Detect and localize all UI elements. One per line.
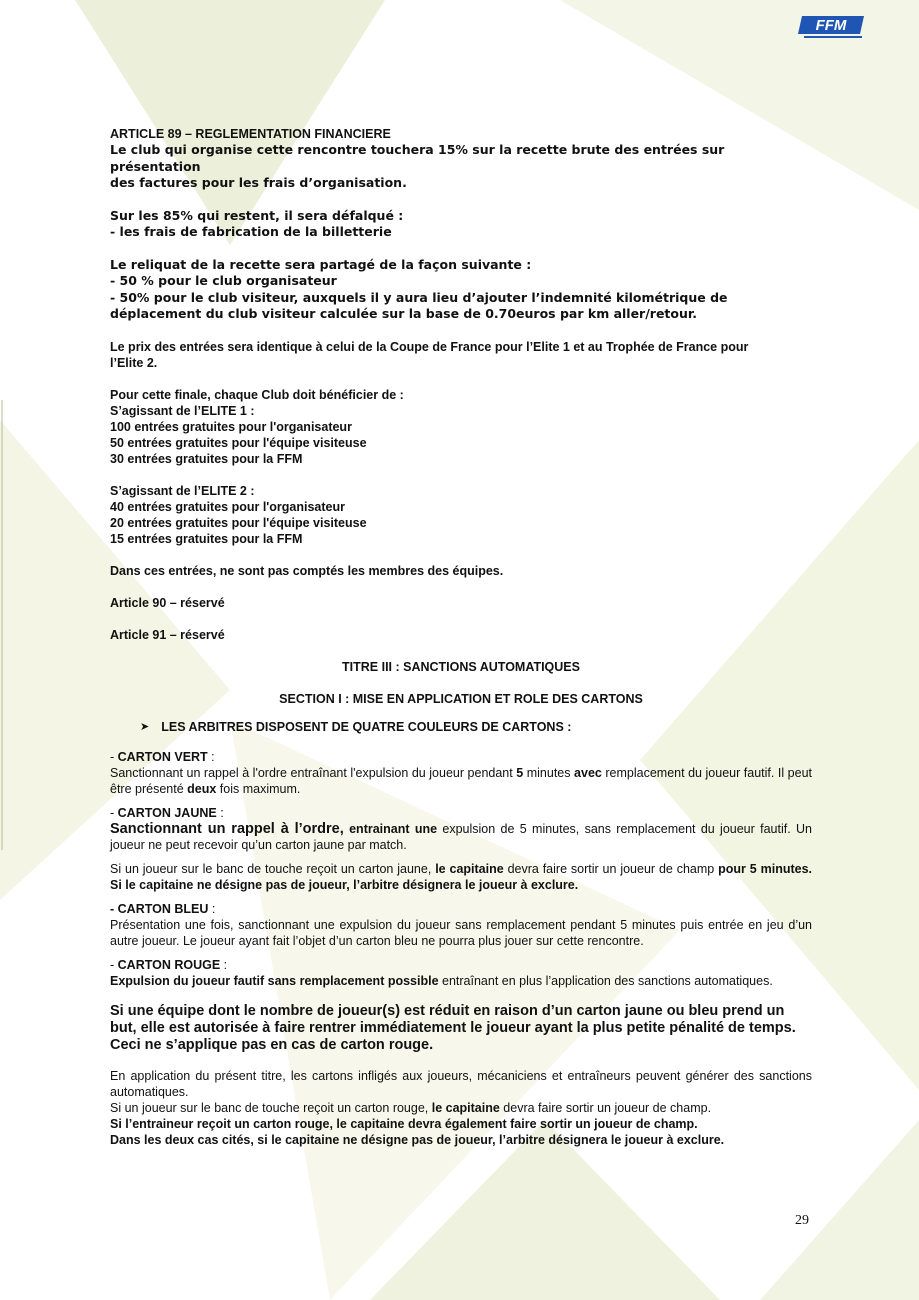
vert-t2: 5 [516,765,524,780]
article-89-intro-2: des factures pour les frais d’organisation. [110,175,407,190]
elite2-item-b: 20 entrées gratuites pour l'équipe visiteuse [110,515,367,530]
share-line-1: Le reliquat de la recette sera partagé de la façon suivante : [110,256,532,272]
remain-line-1: Sur les 85% qui restent, il sera défalqué : [110,207,404,223]
jaune-t2: entrainant une [343,821,438,836]
section-heading: SECTION I : MISE EN APPLICATION ET ROLE DES CARTONS [279,691,643,706]
carton-rouge-text [110,973,812,989]
titre-heading: TITRE III : SANCTIONS AUTOMATIQUES [342,659,580,674]
price-line-1: Le prix des entrées sera identique à celui de la Coupe de France pour l’Elite 1 et au Trophée de France pour [110,339,749,354]
page-content [110,126,812,1148]
carton-bleu-heading: - CARTON BLEU : [110,901,216,916]
jaune-t1: Sanctionnant un rappel à l’ordre, [110,820,344,837]
vert-t1: Sanctionnant un rappel à l'ordre entraînant l'expulsion du joueur pendant [110,765,517,780]
jaune-t3: expulsion de 5 minutes, sans remplacement du joueur fautif. Un joueur ne peut recevoir qu’un carton jaune par match. [110,821,812,852]
remain-line-2-text: les frais de fabrication de la billetterie [119,224,392,239]
bullet-heading: LES ARBITRES DISPOSENT DE QUATRE COULEURS DE CARTONS : [161,719,572,734]
share-line-4: déplacement du club visiteur calculée sur la base de 0.70euros par km aller/retour. [110,306,698,321]
article-89-title: ARTICLE 89 – REGLEMENTATION FINANCIERE [110,127,391,141]
elite2-title: S’agissant de l’ELITE 2 : [110,483,255,498]
final-paragraph-3: Si l’entraineur reçoit un carton rouge, le capitaine devra également faire sortir un joueur de champ. [110,1116,698,1131]
jaune-p2c: devra faire sortir un joueur de champ [503,861,719,876]
not-counted-note: Dans ces entrées, ne sont pas comptés les membres des équipes. [110,563,504,578]
dash: - [110,224,120,239]
vert-t7: fois maximum. [216,781,301,796]
rouge-t1: Expulsion du joueur fautif sans remplacement possible [110,973,439,988]
final-intro: Pour cette finale, chaque Club doit bénéficier de : [110,387,404,402]
reduced-team-rule: Si une équipe dont le nombre de joueur(s) est réduit en raison d’un carton jaune ou bleu prend un but, elle est autorisée à faire rentrer immédiatement le joueur ayant la plus petite pénalité de temps. Ceci ne s’applique pas en cas de carton rouge. [110,1002,796,1053]
elite1-item-a: 100 entrées gratuites pour l'organisateur [110,419,352,434]
share-line-3: - 50% pour le club visiteur, auxquels il y aura lieu d’ajouter l’indemnité kilométrique de [110,289,728,305]
carton-bleu-label: - CARTON BLEU [110,901,209,916]
vert-t4: avec [574,765,602,780]
elite2-item-c: 15 entrées gratuites pour la FFM [110,531,303,546]
carton-rouge-label: CARTON ROUGE [117,957,221,972]
final-p2a: Si un joueur sur le banc de touche reçoit un carton rouge, [110,1100,432,1115]
jaune-p2d: pour 5 minutes. Si le capitaine ne désigne pas de joueur, l’arbitre désignera le joueur à exclure. [110,861,813,892]
vert-t6: deux [187,781,217,796]
carton-jaune-heading: - CARTON JAUNE : [110,805,224,820]
price-line-2: l’Elite 2. [110,355,158,370]
elite1-item-b: 50 entrées gratuites pour l'équipe visiteuse [110,435,367,450]
final-p2c: devra faire sortir un joueur de champ. [499,1100,712,1115]
share-line-2: - 50 % pour le club organisateur [110,273,337,288]
final-p2b: le capitaine [431,1100,500,1115]
article-91: Article 91 – réservé [110,627,225,642]
final-paragraph-4: Dans les deux cas cités, si le capitaine ne désigne pas de joueur, l’arbitre désignera le joueur à exclure. [110,1132,725,1147]
carton-vert-heading: - CARTON VERT : [110,749,215,764]
article-90: Article 90 – réservé [110,595,225,610]
elite1-item-c: 30 entrées gratuites pour la FFM [110,451,303,466]
carton-vert-label: CARTON VERT [117,749,208,764]
article-89-intro-1: Le club qui organise cette rencontre touchera 15% sur la recette brute des entrées sur présentation [110,142,725,174]
bullet-heading-row [140,719,812,735]
final-paragraph-1: En application du présent titre, les cartons infligés aux joueurs, mécaniciens et entraîneurs peuvent générer des sanctions automatiques. [110,1068,812,1099]
carton-bleu-text: Présentation une fois, sanctionnant une expulsion du joueur sans remplacement pendant 5 minutes puis entrée en jeu d’un autre joueur. Le joueur ayant fait l’objet d’un carton bleu ne pourra plus jouer sur cette rencontre. [110,917,812,948]
carton-jaune-bench [110,861,812,893]
page-number: 29 [795,1213,809,1228]
vert-t5: remplacement du joueur fautif. Il peut être présenté [110,765,813,796]
jaune-p2b: le capitaine [435,861,504,876]
elite1-title: S’agissant de l’ELITE 1 : [110,403,255,418]
jaune-p2a: Si un joueur sur le banc de touche reçoit un carton jaune, [110,861,436,876]
carton-jaune-label: CARTON JAUNE [117,805,217,820]
arrow-bullet-icon: ➤ [140,721,150,733]
carton-rouge-heading: - CARTON ROUGE : [110,957,228,972]
carton-vert-text [110,765,812,797]
remain-line-2 [110,224,812,241]
final-paragraph-2 [110,1100,812,1116]
ffm-logo [798,14,868,42]
carton-jaune-text [110,821,812,853]
vert-t3: minutes [523,765,575,780]
ffm-logo-text: FFM [815,17,847,34]
rouge-t2: entraînant en plus l’application des sanctions automatiques. [438,973,773,988]
elite2-item-a: 40 entrées gratuites pour l'organisateur [110,499,345,514]
